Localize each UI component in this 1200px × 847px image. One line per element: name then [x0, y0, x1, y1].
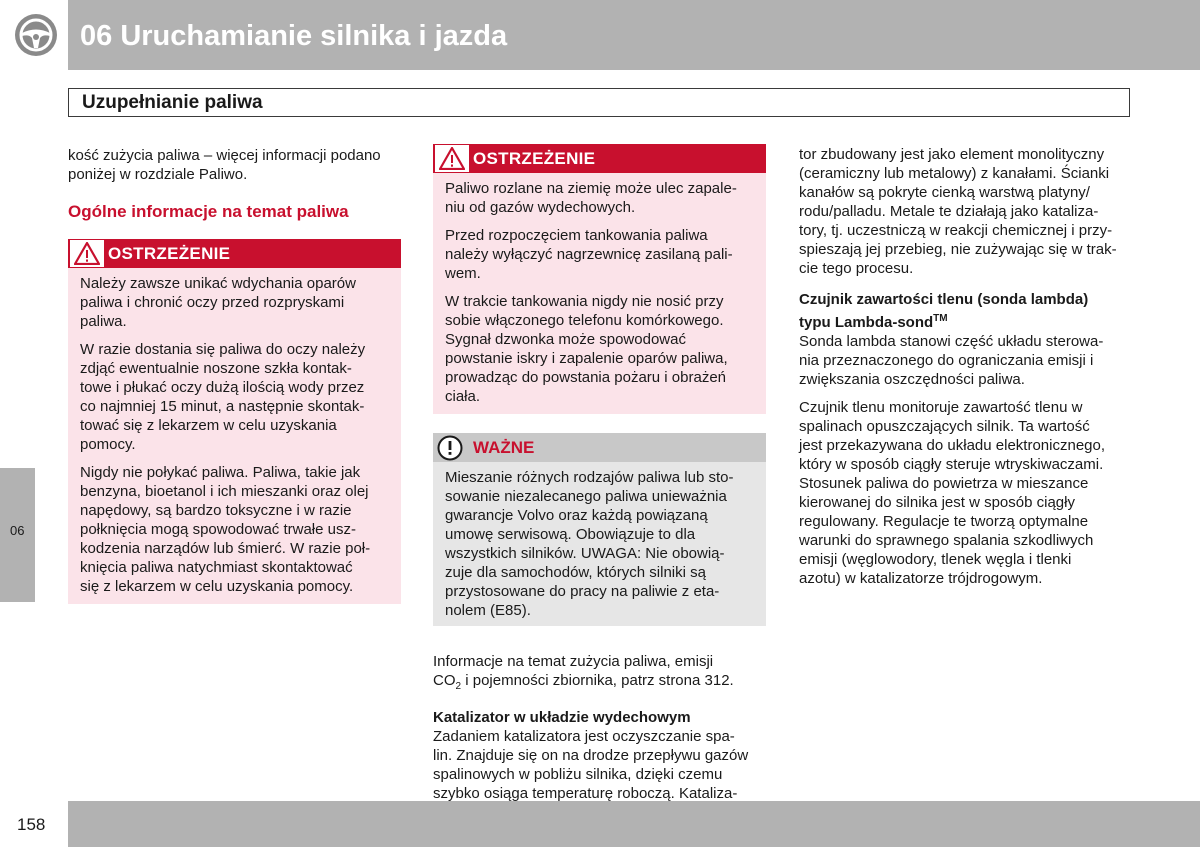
- warning-body: [68, 268, 401, 604]
- text-line: Przed rozpoczęciem tankowania paliwa: [445, 227, 708, 244]
- steering-wheel-icon: [14, 13, 58, 57]
- note-body: [433, 462, 766, 626]
- text-line: pomocy.: [80, 436, 136, 453]
- warning-paragraph: [80, 340, 389, 454]
- chapter-title: 06 Uruchamianie silnika i jazda: [80, 20, 508, 52]
- text-line: kodzenia narządów lub śmierć. W razie poł-: [80, 540, 371, 557]
- text-line: szybko osiąga temperaturę roboczą. Kataliza-: [433, 785, 738, 802]
- info-paragraph: [433, 652, 766, 696]
- text-line: co najmniej 15 minut, a następnie skontak-: [80, 398, 365, 415]
- text-line: gwarancje Volvo oraz każdą powiązaną: [445, 507, 708, 524]
- exclamation-circle-icon: [437, 435, 463, 461]
- text-line: cie tego procesu.: [799, 260, 914, 277]
- catalyst-heading: Katalizator w układzie wydechowym: [433, 709, 691, 726]
- text-line: Stosunek paliwa do powietrza w mieszance: [799, 475, 1089, 492]
- warning-box: [68, 239, 401, 604]
- text-line: spalinowych w pobliżu silnika, dzięki czemu: [433, 766, 723, 783]
- co-subscript: 2: [455, 681, 462, 692]
- warning-triangle-icon: [70, 240, 104, 267]
- chapter-side-tab: [0, 468, 35, 602]
- text-line: spalinach opuszczających silnik. Ta wartość: [799, 418, 1090, 435]
- warning-title: OSTRZEŻENIE: [108, 244, 231, 263]
- intro-paragraph: [68, 146, 401, 184]
- text-line: kanałów są pokryte cienką warstwą platyny/: [799, 184, 1090, 201]
- text-line: napędowy, są bardzo toksyczne i w razie: [80, 502, 352, 519]
- section-title-box: [68, 88, 1130, 117]
- note-header: [433, 433, 766, 462]
- text-line: prowadząc do powstania pożaru i obrażeń: [445, 369, 727, 386]
- text-line: tory, tj. uczestniczą w reakcji chemicznej i przy-: [799, 222, 1113, 239]
- chapter-icon-box: [0, 0, 68, 70]
- text-line: (ceramiczny lub metalowy) z kanałami. Ścianki: [799, 165, 1110, 182]
- text-line: Informacje na temat zużycia paliwa, emisji: [433, 653, 714, 670]
- section-title: Uzupełnianie paliwa: [82, 92, 263, 113]
- catalyst-paragraph: [433, 727, 766, 803]
- text-line: rodu/palladu. Metale te działają jako kataliza-: [799, 203, 1099, 220]
- heading-line: [799, 309, 1133, 332]
- text-line: zuje dla samochodów, których silniki są: [445, 564, 706, 581]
- important-note-box: [433, 433, 766, 626]
- text-line: wszystkich silników. UWAGA: Nie obowią-: [445, 545, 725, 562]
- text-line: połknięcia mogą spowodować trwałe usz-: [80, 521, 356, 538]
- text-line: lin. Znajduje się on na drodze przepływu gazów: [433, 747, 749, 764]
- text-line: umowę serwisową. Obowiązuje to dla: [445, 526, 696, 543]
- text-line: paliwa.: [80, 313, 127, 330]
- text-line: tor zbudowany jest jako element monolityczny: [799, 146, 1105, 163]
- text-line: poniżej w rozdziale Paliwo.: [68, 166, 248, 183]
- text-line: Nigdy nie połykać paliwa. Paliwa, takie jak: [80, 464, 361, 481]
- text-line: nolem (E85).: [445, 602, 531, 619]
- text-line: W trakcie tankowania nigdy nie nosić przy: [445, 293, 724, 310]
- text-line: sowanie niezalecanego paliwa unieważnia: [445, 488, 727, 505]
- side-tab-label: 06: [10, 523, 25, 538]
- text-line: który w sposób ciągły steruje wtryskiwaczami.: [799, 456, 1104, 473]
- text-line: knięcia paliwa natychmiast skontaktować: [80, 559, 353, 576]
- text-line: sobie włączonego telefonu komórkowego.: [445, 312, 724, 329]
- text-line: ciała.: [445, 388, 481, 405]
- warning-paragraph: [445, 179, 754, 217]
- column-2: [433, 144, 766, 803]
- sensor-paragraph: [799, 332, 1133, 389]
- footer-page-box: [0, 801, 68, 847]
- note-title: WAŻNE: [473, 438, 535, 457]
- text-line: Sygnał dzwonka może spowodować: [445, 331, 686, 348]
- text-line: emisji (węglowodory, tlenek węgla i tlenki: [799, 551, 1072, 568]
- text-line: Czujnik tlenu monitoruje zawartość tlenu w: [799, 399, 1083, 416]
- warning-paragraph: [445, 292, 754, 406]
- text-line: warunki do sprawnego spalania szkodliwych: [799, 532, 1094, 549]
- column-3: [799, 145, 1133, 597]
- info-rest: i pojemności zbiornika, patrz strona 312.: [461, 672, 734, 689]
- text-line: się z lekarzem w celu uzyskania pomocy.: [80, 578, 354, 595]
- chapter-header-bar: [0, 0, 1200, 70]
- warning-header: [68, 239, 401, 268]
- text-line: tować się z lekarzem w celu uzyskania: [80, 417, 337, 434]
- footer-bar: [0, 801, 1200, 847]
- text-line: powstanie iskry i zapalenie oparów paliwa,: [445, 350, 728, 367]
- text-line: kierowanej do silnika jest w sposób ciągły: [799, 494, 1075, 511]
- warning-title: OSTRZEŻENIE: [473, 149, 596, 168]
- fuel-info-heading: Ogólne informacje na temat paliwa: [68, 202, 349, 221]
- column-1: [68, 146, 401, 616]
- text-line: spieszają jej przebieg, nie zużywając się w trak-: [799, 241, 1117, 258]
- text-line: jest przekazywana do układu elektronicznego,: [799, 437, 1106, 454]
- trademark-mark: TM: [933, 313, 948, 324]
- text-line: Sonda lambda stanowi część układu sterowa-: [799, 333, 1104, 350]
- text-line: Mieszanie różnych rodzajów paliwa lub sto-: [445, 469, 734, 486]
- heading-line: Czujnik zawartości tlenu (sonda lambda): [799, 291, 1089, 308]
- text-line: [433, 671, 766, 696]
- text-line: przystosowane do pracy na paliwie z eta-: [445, 583, 720, 600]
- text-line: Paliwo rozlane na ziemię może ulec zapale-: [445, 180, 737, 197]
- warning-paragraph: [80, 274, 389, 331]
- warning-paragraph: [445, 226, 754, 283]
- text-line: regulowany. Regulacje te tworzą optymalne: [799, 513, 1089, 530]
- text-line: towe i płukać oczy dużą ilością wody przez: [80, 379, 365, 396]
- text-line: W razie dostania się paliwa do oczy należy: [80, 341, 366, 358]
- page-number: 158: [17, 815, 46, 834]
- text-line: kość zużycia paliwa – więcej informacji podano: [68, 147, 381, 164]
- co-text: CO: [433, 672, 456, 689]
- text-line: należy wyłączyć nagrzewnicę zasilaną pali-: [445, 246, 733, 263]
- text-line: zwiększania oszczędności paliwa.: [799, 371, 1025, 388]
- heading-text: typu Lambda-sond: [799, 314, 934, 331]
- catalyst-continuation: [799, 145, 1133, 278]
- text-line: azotu) w katalizatorze trójdrogowym.: [799, 570, 1043, 587]
- warning-body: [433, 173, 766, 414]
- warning-paragraph: [80, 463, 389, 596]
- text-line: niu od gazów wydechowych.: [445, 199, 636, 216]
- warning-triangle-icon: [435, 145, 469, 172]
- oxygen-sensor-heading: [799, 290, 1133, 332]
- warning-header: [433, 144, 766, 173]
- text-line: Należy zawsze unikać wdychania oparów: [80, 275, 356, 292]
- text-line: zdjąć ewentualnie noszone szkła kontak-: [80, 360, 352, 377]
- text-line: nia przeznaczonego do ograniczania emisji i: [799, 352, 1094, 369]
- text-line: paliwa i chronić oczy przed rozpryskami: [80, 294, 345, 311]
- text-line: wem.: [445, 265, 481, 282]
- warning-box: [433, 144, 766, 414]
- text-line: Zadaniem katalizatora jest oczyszczanie spa-: [433, 728, 735, 745]
- sensor-paragraph: [799, 398, 1133, 588]
- text-line: benzyna, bioetanol i ich mieszanki oraz olej: [80, 483, 369, 500]
